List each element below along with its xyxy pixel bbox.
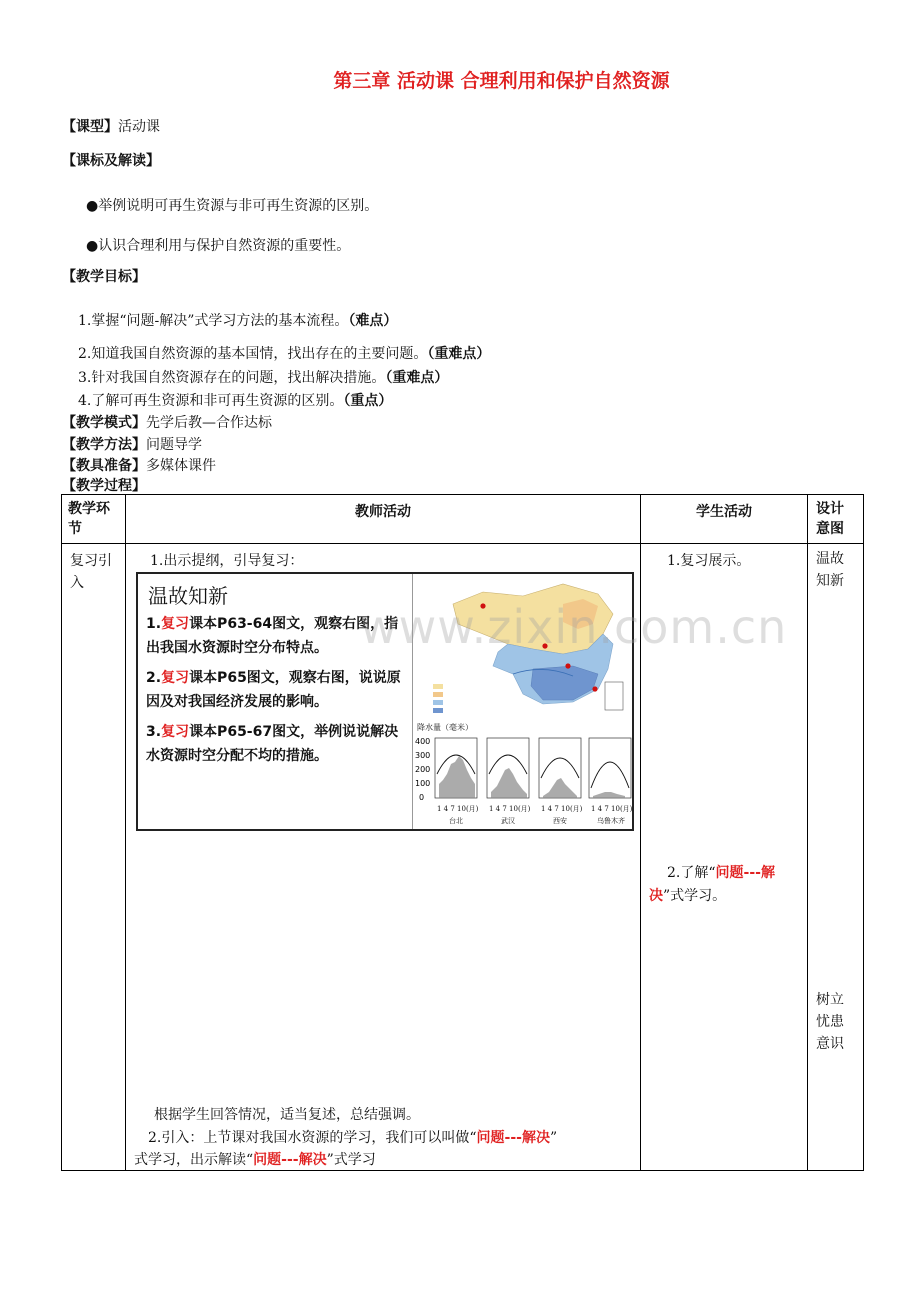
climate-chart-urumqi xyxy=(589,738,631,798)
legend-swatch xyxy=(433,692,443,697)
student-keyword: 问题---解 xyxy=(715,865,775,881)
objective-item-4 xyxy=(78,390,392,410)
student-text: 2.了解“ xyxy=(667,865,716,881)
slide-item-text: 课本P63-64图文，观察右图，指出我国水资源时空分布特点。 xyxy=(146,616,399,656)
y-tick-300: 300 xyxy=(415,751,431,760)
method-label: 【教学方法】 xyxy=(62,437,146,453)
mode-value: 先学后教—合作达标 xyxy=(146,415,272,431)
climate-charts xyxy=(413,734,632,829)
month-ticks-2: 1 4 7 10(月) xyxy=(489,805,531,813)
objective-tag: （重难点） xyxy=(427,346,491,362)
legend-swatch xyxy=(433,684,443,689)
month-ticks-4: 1 4 7 10(月) xyxy=(591,805,633,813)
objective-tag: （重点） xyxy=(343,393,393,409)
month-ticks-3: 1 4 7 10(月) xyxy=(541,805,583,813)
course-type-label: 【课型】 xyxy=(62,119,118,135)
objective-tag: （重难点） xyxy=(385,370,449,386)
objective-item-2 xyxy=(78,343,490,363)
mode-line xyxy=(62,412,272,432)
tools-line xyxy=(62,455,216,475)
map-very-humid-region xyxy=(531,666,598,700)
method-value: 问题导学 xyxy=(146,437,202,453)
map-inset-box xyxy=(605,682,623,710)
intent-cell xyxy=(808,544,864,1171)
slide-item-num: 1. xyxy=(146,616,162,632)
lead-text: ” xyxy=(549,1130,558,1146)
standard-item-1: ●举例说明可再生资源与非可再生资源的区别。 xyxy=(86,198,379,214)
stage-cell: 复习引入 xyxy=(62,544,126,1171)
tools-label: 【教具准备】 xyxy=(62,458,146,474)
climate-chart-xian xyxy=(539,738,581,798)
student-activity-2-line-1 xyxy=(667,862,775,882)
y-tick-200: 200 xyxy=(415,765,431,774)
slide-item-keyword: 复习 xyxy=(161,616,190,632)
student-text: ”式学习。 xyxy=(663,888,727,904)
objective-text: 3.针对我国自然资源存在的问题，找出解决措施。 xyxy=(78,370,386,386)
city-label-taipei: 台北 xyxy=(449,817,463,825)
lead-text: 式学习，出示解读“ xyxy=(134,1152,254,1168)
y-tick-400: 400 xyxy=(415,737,431,746)
header-teacher: 教师活动 xyxy=(126,495,641,544)
objective-text: 4.了解可再生资源和非可再生资源的区别。 xyxy=(78,393,344,409)
teacher-summary: 根据学生回答情况，适当复述，总结强调。 xyxy=(154,1107,420,1123)
legend-swatch xyxy=(433,700,443,705)
y-tick-0: 0 xyxy=(419,793,425,802)
teacher-lead-line-2 xyxy=(134,1149,376,1169)
objective-item-3 xyxy=(78,367,448,387)
climate-chart-wuhan xyxy=(487,738,529,798)
lead-keyword: 问题---解决 xyxy=(253,1152,327,1168)
chart-title: 降水量（毫米） xyxy=(417,723,473,732)
student-keyword: 决 xyxy=(649,888,663,904)
slide-item-3 xyxy=(146,720,408,768)
header-student: 学生活动 xyxy=(641,495,808,544)
header-intent: 设计意图 xyxy=(808,495,864,544)
slide-item-text: 课本P65图文，观察右图，说说原因及对我国经济发展的影响。 xyxy=(146,670,401,710)
objective-item-1 xyxy=(78,310,397,330)
student-activity-1: 1.复习展示。 xyxy=(667,553,751,569)
lead-keyword: 问题---解决 xyxy=(476,1130,550,1146)
teacher-lead-line-1 xyxy=(148,1127,557,1147)
objective-text: 2.知道我国自然资源的基本国情，找出存在的主要问题。 xyxy=(78,346,428,362)
slide-item-num: 2. xyxy=(146,670,162,686)
city-label-wuhan: 武汉 xyxy=(501,817,515,825)
teacher-intro: 1.出示提纲，引导复习： xyxy=(150,553,304,569)
slide-item-keyword: 复习 xyxy=(161,670,190,686)
student-activity-2-line-2 xyxy=(649,885,726,905)
header-stage: 教学环节 xyxy=(62,495,126,544)
lead-text: 2.引入：上节课对我国水资源的学习，我们可以叫做“ xyxy=(148,1130,477,1146)
objectives-label: 【教学目标】 xyxy=(62,269,146,285)
objective-text: 1.掌握“问题-解决”式学习方法的基本流程。 xyxy=(78,313,349,329)
climate-chart-taipei xyxy=(435,738,477,798)
mode-label: 【教学模式】 xyxy=(62,415,146,431)
standard-item-2: ●认识合理利用与保护自然资源的重要性。 xyxy=(86,238,351,254)
map-city-marker xyxy=(565,663,570,668)
watermark: www.zixin.com.cn xyxy=(360,600,788,654)
month-ticks-1: 1 4 7 10(月) xyxy=(437,805,479,813)
process-label: 【教学过程】 xyxy=(62,478,146,494)
intent-2: 树立忧患意识 xyxy=(816,992,844,1052)
process-table xyxy=(61,494,864,1171)
city-label-urumqi: 乌鲁木齐 xyxy=(597,817,625,825)
slide-item-text: 课本P65-67图文，举例说说解决水资源时空分配不均的措施。 xyxy=(146,724,399,764)
slide-item-num: 3. xyxy=(146,724,162,740)
slide-item-keyword: 复习 xyxy=(161,724,190,740)
standards-label: 【课标及解读】 xyxy=(62,153,160,169)
tools-value: 多媒体课件 xyxy=(146,458,216,474)
city-label-xian: 西安 xyxy=(553,817,567,825)
page-title: 第三章 活动课 合理利用和保护自然资源 xyxy=(333,70,670,92)
slide-item-2 xyxy=(146,666,408,714)
objective-tag: （难点） xyxy=(348,313,398,329)
lead-text: ”式学习 xyxy=(326,1152,376,1168)
intent-1: 温故知新 xyxy=(816,551,844,589)
course-type-value: 活动课 xyxy=(118,119,160,135)
slide-heading: 温故知新 xyxy=(148,584,228,608)
table-header-row xyxy=(62,495,864,544)
method-line xyxy=(62,434,202,454)
y-tick-100: 100 xyxy=(415,779,431,788)
legend-swatch xyxy=(433,708,443,713)
course-type-line xyxy=(62,116,160,136)
map-city-marker xyxy=(592,686,597,691)
